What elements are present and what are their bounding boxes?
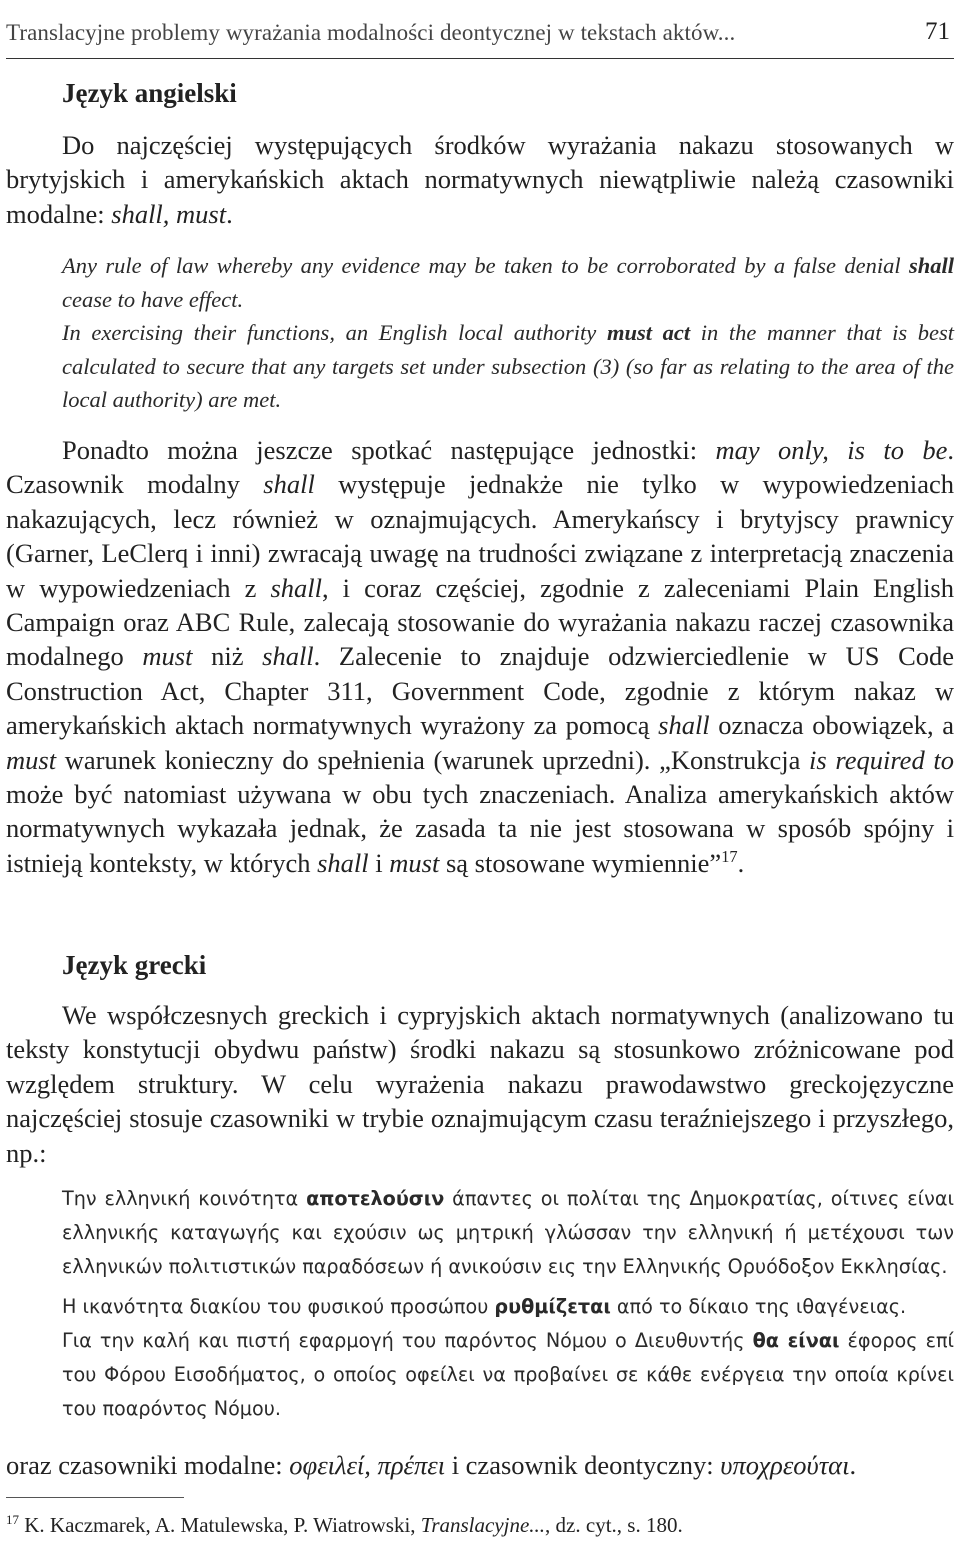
footnote-separator [6,1497,184,1498]
running-header [6,18,954,59]
paragraph-modal-verbs-english: Do najczęściej występujących środków wyrażania nakazu stosowanych w brytyjskich i amerykańskich aktach normatywnych niewątpliwie należą czasowniki modalne: shall, must. [6,130,954,229]
paragraph-shall-must-usage: Ponadto można jeszcze spotkać następujące jednostki: may only, is to be. Czasownik modalny shall występuje jednakże nie tylko w wypowiedzeniach nakazujących, lecz również w oznajmujących. Amerykańscy i brytyjscy prawnicy (Garner, LeClerq i inni) zwracają uwagę na trudności związane z interpretacją znaczenia w wypowiedzeniach z shall, i coraz częściej, zgodnie z zaleceniami Plain English Campaign oraz ABC Rule, zalecają stosowanie do wyrażania nakazu raczej czasownika modalnego must niż shall. Zalecenie to znajduje odzwierciedlenie w US Code Construction Act, Chapter 311, Government Code, zgodnie z którym nakaz w amerykańskich aktach normatywnych wyrażony za pomocą shall oznacza obowiązek, a must warunek konieczny do spełnienia (warunek uprzedni). „Konstrukcja is required to może być natomiast używana w obu tych znaczeniach. Analiza amerykańskich aktów normatywnych wykazała jednak, że zasada ta nie jest stosowana w sposób spójny i istnieją konteksty, w których shall i must są stosowane wymiennie”$^{17}$. [6,435,955,878]
section-heading-greek: Język grecki [62,950,207,980]
footnote-reference: 17 [721,847,738,867]
greek-example-1: Την ελληνική κοινότητα αποτελούσιν άπαντες οι πολίται της Δημοκρατίας, οίτινες είναι ελληνικής καταγωγής και εχούσιν ως μητρική γλώσσαν την ελληνική ή μετέχουσι των ελληνικών πολιτιστικών παραδόσεων ή ανικούσιν εις την Ελληνικής Ορυόδοξον Εκκλησίας. [62,1187,954,1278]
footnote-number: 17 [6,1512,20,1527]
greek-example-2: Η ικανότητα διακίου του φυσικού προσώπου ρυθμίζεται από το δίκαιο της ιθαγένειας. [62,1295,907,1318]
greek-example-3: Για την καλή και πιστή εφαρμογή του παρόντος Νόμου ο Διευθυντής θα είναι έφορος επί του Φόρου Εισοδήματος, ο οποίος οφείλει να προβαίνει σε κάθε ενέργεια την οποία κρίνει του ποαρόντος Νόμου. [62,1329,955,1420]
example-quote-must: In exercising their functions, an English local authority must act in the manner that is best calculated to secure that any targets set under subsection (3) (so far as relating to the area of the local authority) are met. [62,320,954,412]
paragraph-greek-modal-verbs: oraz czasowniki modalne: οφειλεί, πρέπει i czasownik deontyczny: υποχρεούται. [6,1450,857,1480]
running-title: Translacyjne problemy wyrażania modalności deontycznej w tekstach aktów... [6,20,736,45]
example-quote-shall: Any rule of law whereby any evidence may be taken to be corroborated by a false denial shall cease to have effect. [62,253,954,312]
paragraph-greek-legislation: We współczesnych greckich i cypryjskich aktach normatywnych (analizowano tu teksty konstytucji obydwu państw) środki nakazu są stosunkowo zróżnicowane pod względem struktury. W celu wyrażenia nakazu prawodawstwo greckojęzyczne najczęściej stosuje czasowniki w trybie oznajmującym czasu teraźniejszego i przyszłego, np.: [6,1000,954,1168]
footnote: $^{17}$ K. Kaczmarek, A. Matulewska, P. Wiatrowski, Translacyjne..., dz. cyt., s. 180. [6,1512,683,1537]
page-number: 71 [925,18,950,45]
section-heading-english: Język angielski [62,78,237,108]
